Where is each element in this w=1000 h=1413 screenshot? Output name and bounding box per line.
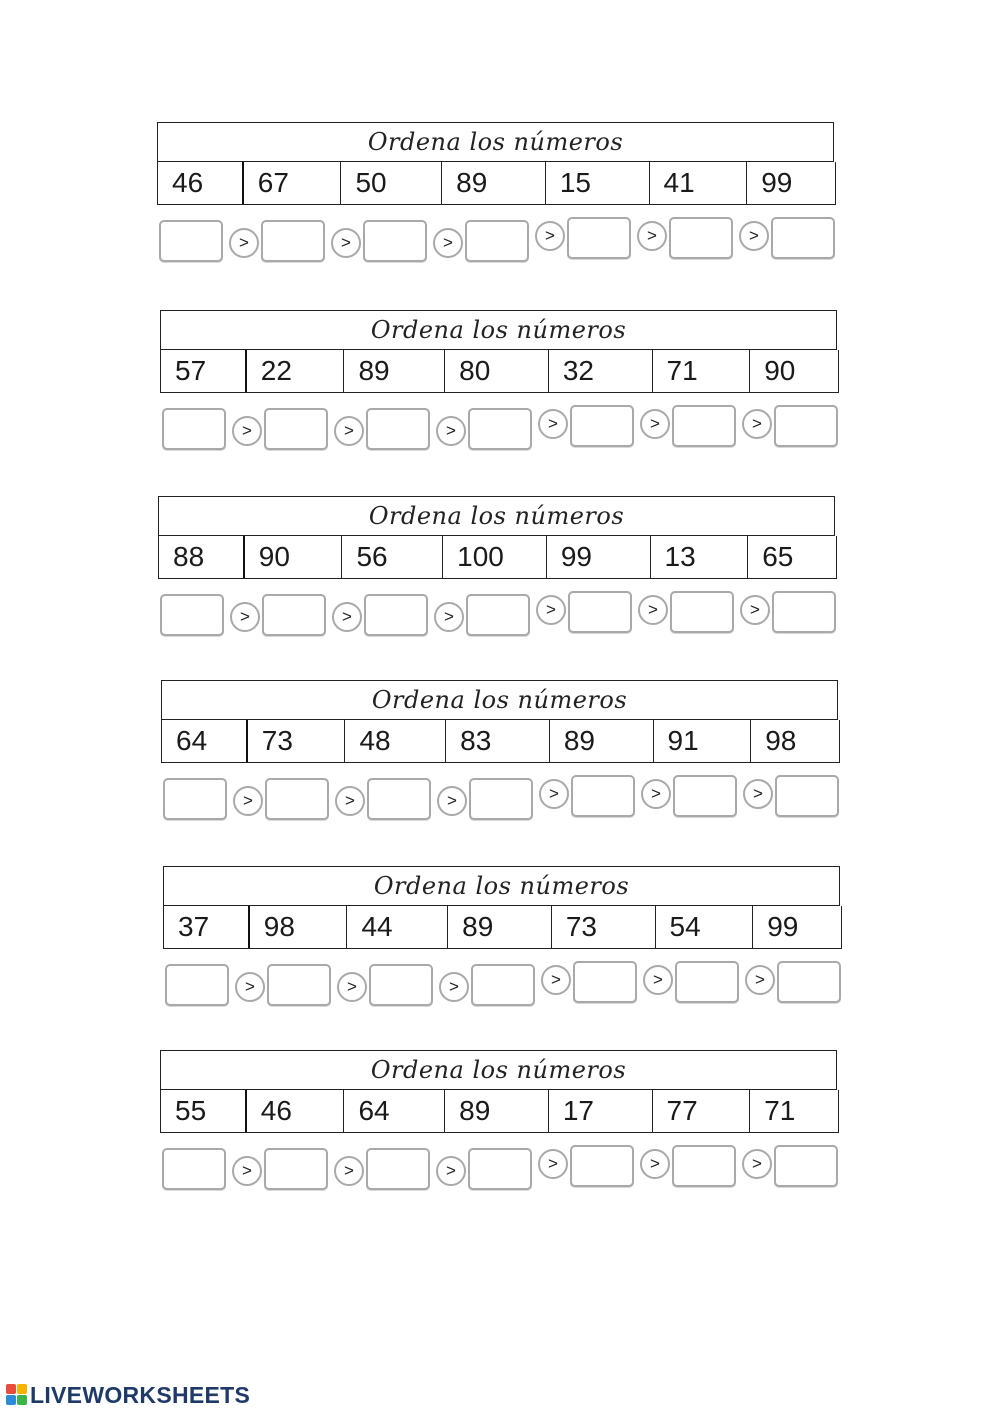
liveworksheets-logo-icon — [6, 1384, 28, 1406]
number-cell: 100 — [443, 536, 547, 578]
number-cell: 98 — [250, 906, 348, 948]
number-cell: 48 — [345, 720, 446, 762]
number-cell: 98 — [765, 725, 797, 756]
greater-than-symbol: > — [335, 786, 365, 816]
number-cell: 55 — [161, 1090, 247, 1132]
number-cell: 90 — [245, 536, 343, 578]
greater-than-symbol: > — [437, 786, 467, 816]
number-cell: 50 — [341, 162, 442, 204]
answer-box[interactable] — [265, 778, 329, 820]
exercise-title: Ordena los números — [157, 122, 834, 162]
greater-than-symbol: > — [229, 228, 259, 258]
greater-than-symbol: > — [541, 965, 571, 995]
number-cell: 22 — [247, 350, 345, 392]
number-cell: 90 — [764, 355, 796, 386]
answer-box[interactable] — [777, 961, 841, 1003]
footer-logo — [6, 1381, 250, 1409]
answer-box[interactable] — [570, 405, 634, 447]
number-cell: 64 — [344, 1090, 445, 1132]
greater-than-symbol: > — [233, 786, 263, 816]
answer-box[interactable] — [669, 217, 733, 259]
greater-than-symbol: > — [745, 965, 775, 995]
answer-box[interactable] — [160, 594, 224, 636]
answer-row — [163, 776, 843, 824]
answer-box[interactable] — [571, 775, 635, 817]
greater-than-symbol: > — [332, 602, 362, 632]
number-cell: 89 — [344, 350, 445, 392]
greater-than-symbol: > — [538, 409, 568, 439]
answer-box[interactable] — [775, 775, 839, 817]
greater-than-symbol: > — [235, 972, 265, 1002]
answer-box[interactable] — [774, 1145, 838, 1187]
greater-than-symbol: > — [742, 409, 772, 439]
answer-box[interactable] — [567, 217, 631, 259]
numbers-row — [158, 536, 837, 579]
number-cell: 67 — [244, 162, 342, 204]
greater-than-symbol: > — [434, 602, 464, 632]
answer-row — [162, 1146, 842, 1194]
exercise-title: Ordena los números — [161, 680, 838, 720]
number-cell: 56 — [342, 536, 443, 578]
number-cell: 99 — [761, 167, 793, 198]
greater-than-symbol: > — [643, 965, 673, 995]
answer-box[interactable] — [774, 405, 838, 447]
number-cell: 57 — [161, 350, 247, 392]
answer-box[interactable] — [363, 220, 427, 262]
answer-box[interactable] — [675, 961, 739, 1003]
answer-box[interactable] — [672, 405, 736, 447]
greater-than-symbol: > — [331, 228, 361, 258]
greater-than-symbol: > — [230, 602, 260, 632]
number-cell: 99 — [767, 911, 799, 942]
answer-box[interactable] — [570, 1145, 634, 1187]
answer-box[interactable] — [465, 220, 529, 262]
number-cell: 54 — [656, 906, 754, 948]
answer-box[interactable] — [366, 1148, 430, 1190]
greater-than-symbol: > — [536, 595, 566, 625]
answer-box[interactable] — [672, 1145, 736, 1187]
number-cell: 64 — [162, 720, 248, 762]
number-cell: 73 — [552, 906, 656, 948]
greater-than-symbol: > — [742, 1149, 772, 1179]
number-cell: 65 — [762, 541, 794, 572]
answer-box[interactable] — [264, 1148, 328, 1190]
answer-box[interactable] — [772, 591, 836, 633]
answer-box[interactable] — [468, 1148, 532, 1190]
number-cell: 73 — [248, 720, 346, 762]
greater-than-symbol: > — [539, 779, 569, 809]
greater-than-symbol: > — [436, 416, 466, 446]
answer-box[interactable] — [573, 961, 637, 1003]
greater-than-symbol: > — [638, 595, 668, 625]
answer-box[interactable] — [364, 594, 428, 636]
number-cell: 41 — [650, 162, 748, 204]
answer-box[interactable] — [162, 1148, 226, 1190]
number-cell: 89 — [448, 906, 552, 948]
answer-box[interactable] — [262, 594, 326, 636]
number-cell: 88 — [159, 536, 245, 578]
number-cell: 37 — [164, 906, 250, 948]
numbers-row — [160, 1090, 839, 1133]
answer-box[interactable] — [367, 778, 431, 820]
greater-than-symbol: > — [436, 1156, 466, 1186]
greater-than-symbol: > — [232, 416, 262, 446]
answer-box[interactable] — [267, 964, 331, 1006]
answer-row — [165, 962, 845, 1010]
greater-than-symbol: > — [640, 409, 670, 439]
logo-text: LIVEWORKSHEETS — [30, 1381, 251, 1408]
exercise-title: Ordena los números — [158, 496, 835, 536]
answer-box[interactable] — [162, 408, 226, 450]
greater-than-symbol: > — [739, 221, 769, 251]
answer-box[interactable] — [261, 220, 325, 262]
number-cell: 13 — [651, 536, 749, 578]
number-cell: 91 — [654, 720, 752, 762]
answer-row — [159, 218, 839, 266]
number-cell: 71 — [764, 1095, 796, 1126]
answer-box[interactable] — [466, 594, 530, 636]
exercise-title: Ordena los números — [160, 1050, 837, 1090]
number-cell: 89 — [445, 1090, 549, 1132]
number-cell: 46 — [247, 1090, 345, 1132]
greater-than-symbol: > — [743, 779, 773, 809]
number-cell: 46 — [158, 162, 244, 204]
greater-than-symbol: > — [640, 1149, 670, 1179]
number-cell: 99 — [547, 536, 651, 578]
greater-than-symbol: > — [740, 595, 770, 625]
answer-box[interactable] — [159, 220, 223, 262]
greater-than-symbol: > — [641, 779, 671, 809]
answer-box[interactable] — [369, 964, 433, 1006]
answer-box[interactable] — [771, 217, 835, 259]
number-cell: 71 — [653, 350, 751, 392]
number-cell: 80 — [445, 350, 549, 392]
greater-than-symbol: > — [232, 1156, 262, 1186]
greater-than-symbol: > — [334, 1156, 364, 1186]
number-cell: 83 — [446, 720, 550, 762]
greater-than-symbol: > — [637, 221, 667, 251]
greater-than-symbol: > — [334, 416, 364, 446]
greater-than-symbol: > — [535, 221, 565, 251]
answer-box[interactable] — [471, 964, 535, 1006]
answer-box[interactable] — [366, 408, 430, 450]
answer-box[interactable] — [468, 408, 532, 450]
answer-row — [160, 592, 840, 640]
answer-box[interactable] — [673, 775, 737, 817]
exercise-title: Ordena los números — [160, 310, 837, 350]
number-cell: 32 — [549, 350, 653, 392]
number-cell: 77 — [653, 1090, 751, 1132]
numbers-row — [161, 720, 840, 763]
numbers-row — [163, 906, 842, 949]
answer-box[interactable] — [163, 778, 227, 820]
greater-than-symbol: > — [337, 972, 367, 1002]
answer-box[interactable] — [165, 964, 229, 1006]
answer-box[interactable] — [469, 778, 533, 820]
greater-than-symbol: > — [439, 972, 469, 1002]
answer-box[interactable] — [670, 591, 734, 633]
greater-than-symbol: > — [538, 1149, 568, 1179]
exercise-title: Ordena los números — [163, 866, 840, 906]
answer-row — [162, 406, 842, 454]
numbers-row — [157, 162, 836, 205]
number-cell: 89 — [550, 720, 654, 762]
greater-than-symbol: > — [433, 228, 463, 258]
number-cell: 89 — [442, 162, 546, 204]
numbers-row — [160, 350, 839, 393]
number-cell: 17 — [549, 1090, 653, 1132]
answer-box[interactable] — [264, 408, 328, 450]
answer-box[interactable] — [568, 591, 632, 633]
number-cell: 15 — [546, 162, 650, 204]
number-cell: 44 — [347, 906, 448, 948]
